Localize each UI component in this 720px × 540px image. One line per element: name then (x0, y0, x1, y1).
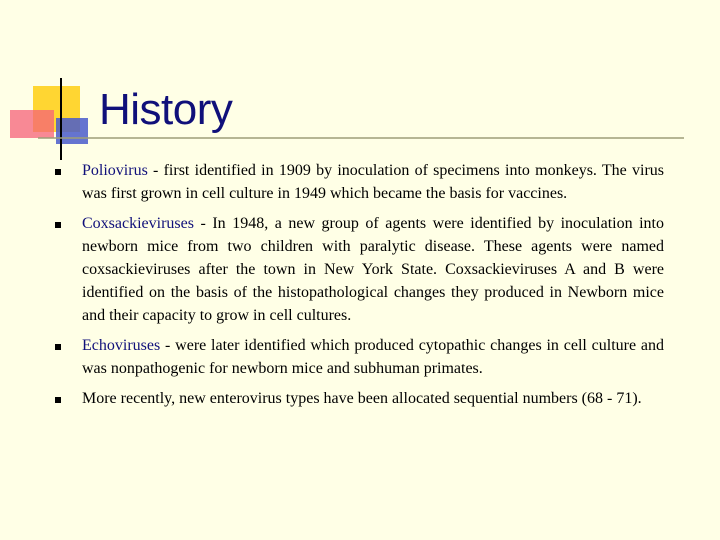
square-bullet-icon (55, 169, 61, 175)
list-item-text (82, 387, 664, 410)
list-item-echoviruses (52, 334, 664, 380)
list-item-term: Poliovirus (82, 162, 148, 179)
square-bullet-icon (55, 344, 61, 350)
list-item-term: Echoviruses (82, 337, 161, 354)
bullet-list (52, 159, 664, 417)
list-item-enterovirus-types (52, 387, 664, 410)
list-item-body: - first identified in 1909 by inoculation of specimens into monkeys. The virus was first grown in cell culture in 1949 which became the basis for vaccines. (82, 162, 664, 202)
list-item-text (82, 334, 664, 380)
deco-red-square (10, 110, 54, 138)
list-item-body: More recently, new enterovirus types have been allocated sequential numbers (68 - 71). (82, 390, 642, 407)
slide-title: History (99, 85, 233, 134)
list-item-text (82, 212, 664, 327)
list-item-body: - In 1948, a new group of agents were identified by inoculation into newborn mice from two children with paralytic disease. These agents were named coxsackieviruses after the town in New York State. Coxsackieviruses A and B were identified on the basis of the histopathological changes they produced in Newborn mice and their capacity to grow in cell cultures. (82, 215, 664, 324)
square-bullet-icon (55, 222, 61, 228)
list-item-body: - were later identified which produced cytopathic changes in cell culture and was nonpathogenic for newborn mice and subhuman primates. (82, 337, 664, 377)
list-item-text (82, 159, 664, 205)
list-item-coxsackieviruses (52, 212, 664, 327)
list-item-term: Coxsackieviruses (82, 215, 194, 232)
list-item-poliovirus (52, 159, 664, 205)
square-bullet-icon (55, 397, 61, 403)
